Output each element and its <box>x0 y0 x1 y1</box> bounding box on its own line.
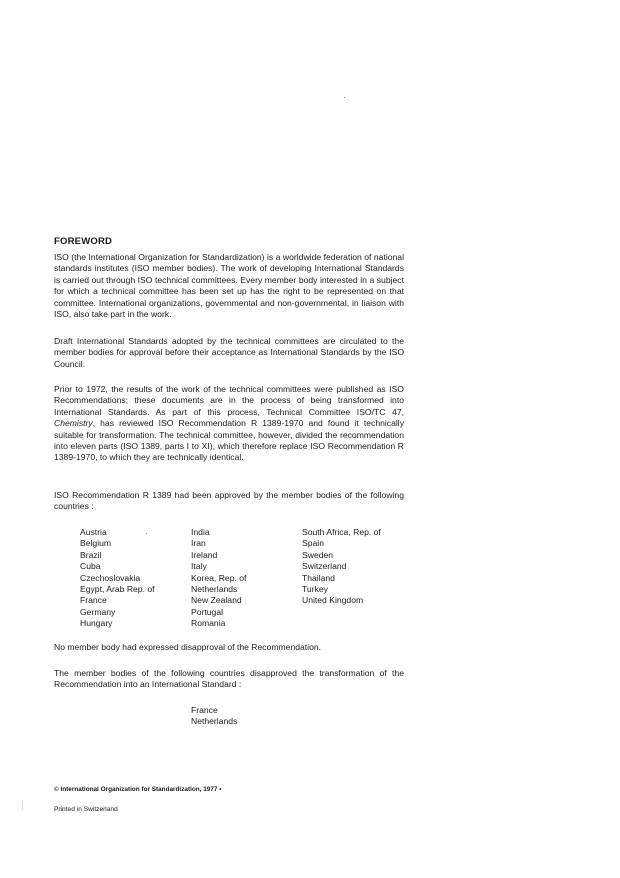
paragraph-iso-intro: ISO (the International Organization for Standardization) is a worldwide federation of national standards institutes (ISO member bodies). The work of developing International Standards is carried out through ISO technical committees. Every member body interested in a subject for which a technical committee has been set up has the right to be represented on that committee. International organizations, governmental and non-governmental, in liaison with ISO, also take part in the work. <box>54 252 404 320</box>
country-name: Belgium <box>80 538 112 549</box>
country-name: Iran <box>191 538 206 549</box>
country-name: Spain <box>302 538 324 549</box>
scan-speck <box>22 800 23 810</box>
paragraph-no-disapproval: No member body had expressed disapproval of the Recommendation. <box>54 642 322 652</box>
country-name: Germany <box>80 606 116 617</box>
country-name: Netherlands <box>191 716 238 727</box>
country-column-1 <box>80 527 155 630</box>
country-name: Thailand <box>302 572 335 583</box>
scan-speck <box>146 533 147 534</box>
country-name: Italy <box>191 561 207 572</box>
country-name: Brazil <box>80 549 102 560</box>
country-name: New Zealand <box>191 595 242 606</box>
copyright-notice: © International Organization for Standardization, 1977 • <box>54 786 222 793</box>
disapproving-countries-list <box>191 705 237 728</box>
foreword-heading: FOREWORD <box>54 236 113 247</box>
paragraph-approval-intro: ISO Recommendation R 1389 had been approved by the member bodies of the following countries : <box>54 490 404 512</box>
country-name: United Kingdom <box>302 595 364 606</box>
paragraph-draft-standards: Draft International Standards adopted by the technical committees are circulated to the member bodies for approval before their acceptance as International Standards by the ISO Council. <box>54 336 404 369</box>
paragraph-disapproval-intro: The member bodies of the following countries disapproved the transformation of the Recommendation into an International Standard : <box>54 668 404 690</box>
paragraph-history <box>54 384 404 464</box>
country-name: Korea, Rep. of <box>191 572 247 583</box>
country-name: South Africa, Rep. of <box>302 527 381 537</box>
printed-location: Printed in Switzerland <box>54 806 118 813</box>
scan-speck <box>344 97 345 98</box>
country-column-2 <box>191 527 246 630</box>
country-name: Sweden <box>302 549 334 560</box>
country-name: France <box>80 595 107 606</box>
country-name: Cuba <box>80 561 101 572</box>
country-name: France <box>191 705 218 715</box>
country-name: Hungary <box>80 618 113 629</box>
history-text-end: , has reviewed ISO Recommendation R 1389-1970 and found it technically suitable for transformation. The technical committee, however, divided the recommendation into eleven parts (ISO 1389, parts I to XI), which therefore replace ISO Recommendation R 1389-1970, to which they are technically identical. <box>54 418 404 463</box>
history-committee-name: Chemistry <box>54 418 93 429</box>
history-text-start: Prior to 1972, the results of the work of the technical committees were published as ISO Recommendations; these documents are in the process of being transformed into International Standards. As part of this process, Technical Committee ISO/TC 47, <box>54 384 404 417</box>
country-name: Egypt, Arab Rep. of <box>80 584 155 595</box>
country-name: Ireland <box>191 549 218 560</box>
country-name: Austria <box>80 527 107 537</box>
country-name: Turkey <box>302 584 328 595</box>
country-name: India <box>191 527 210 537</box>
country-name: Romania <box>191 618 226 629</box>
country-name: Switzerland <box>302 561 347 572</box>
country-name: Netherlands <box>191 584 238 595</box>
country-name: Czechoslovakia <box>80 572 141 583</box>
country-name: Portugal <box>191 606 224 617</box>
country-column-3 <box>302 527 381 607</box>
